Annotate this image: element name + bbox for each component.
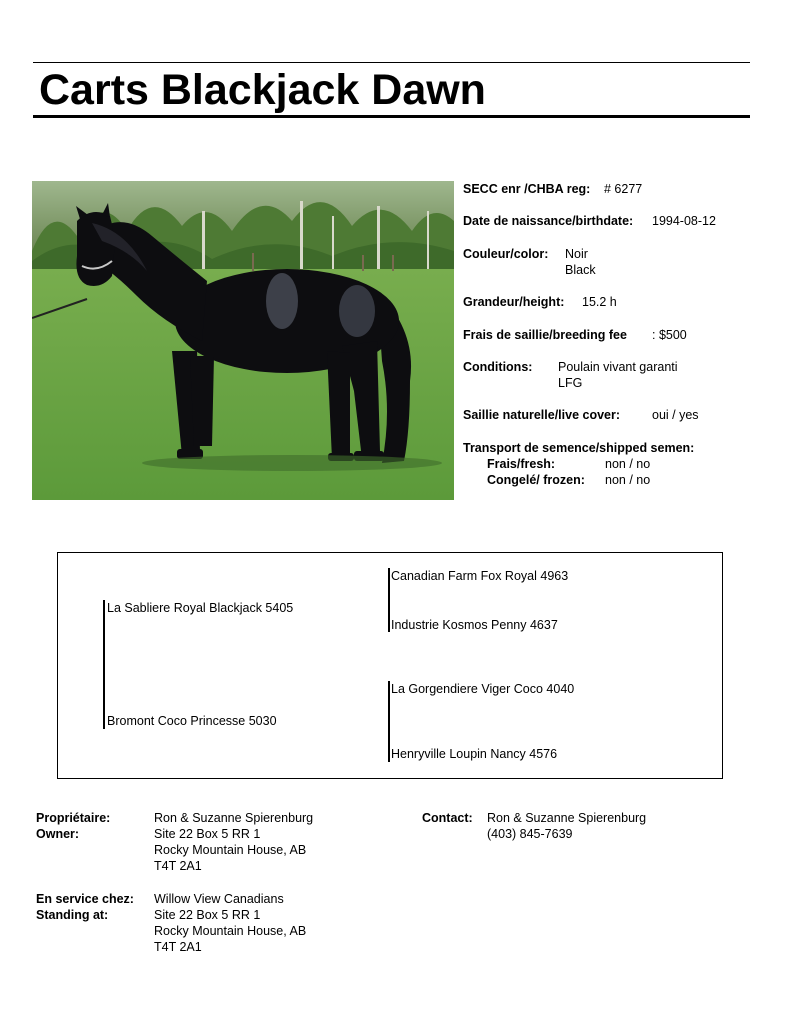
pedigree-line-parents — [103, 600, 105, 729]
fresh-value: non / no — [605, 457, 651, 471]
standing-line-4: T4T 2A1 — [154, 940, 202, 954]
contact-name: Ron & Suzanne Spierenburg — [487, 811, 647, 825]
owner-line-4: T4T 2A1 — [154, 859, 202, 873]
horse-photo — [32, 181, 454, 500]
frozen-value: non / no — [605, 473, 651, 487]
fee-value: : $500 — [652, 328, 687, 342]
birthdate-value: 1994-08-12 — [652, 214, 716, 228]
reg-label: SECC enr /CHBA reg: — [463, 182, 591, 196]
standing-line-3: Rocky Mountain House, AB — [154, 924, 307, 938]
fresh-label: Frais/fresh: — [487, 457, 556, 471]
pedigree-sire-sire: Canadian Farm Fox Royal 4963 — [391, 569, 569, 583]
pedigree-sire-dam: Industrie Kosmos Penny 4637 — [391, 618, 558, 632]
contact-label: Contact: — [422, 811, 473, 825]
header-bottom-rule — [33, 115, 750, 118]
standing-label-fr: En service chez: — [36, 892, 134, 906]
fee-label: Frais de saillie/breeding fee — [463, 328, 627, 342]
pedigree-dam-dam: Henryville Loupin Nancy 4576 — [391, 747, 558, 761]
reg-value: # 6277 — [604, 182, 643, 196]
color-value-en: Black — [565, 263, 596, 277]
owner-line-2: Site 22 Box 5 RR 1 — [154, 827, 261, 841]
conditions-value-1: Poulain vivant garanti — [558, 360, 678, 374]
pedigree-box — [57, 552, 723, 779]
pedigree-line-sire-parents — [388, 568, 390, 632]
birthdate-label: Date de naissance/birthdate: — [463, 214, 634, 228]
frozen-label: Congelé/ frozen: — [487, 473, 585, 487]
conditions-label: Conditions: — [463, 360, 533, 374]
page-title: Carts Blackjack Dawn — [39, 66, 486, 114]
shipped-semen-label: Transport de semence/shipped semen: — [463, 441, 695, 455]
owner-line-1: Ron & Suzanne Spierenburg — [154, 811, 314, 825]
pedigree-dam-sire: La Gorgendiere Viger Coco 4040 — [391, 682, 575, 696]
height-value: 15.2 h — [582, 295, 617, 309]
owner-line-3: Rocky Mountain House, AB — [154, 843, 307, 857]
color-value-fr: Noir — [565, 247, 588, 261]
standing-line-1: Willow View Canadians — [154, 892, 284, 906]
owner-label-en: Owner: — [36, 827, 80, 841]
live-cover-value: oui / yes — [652, 408, 699, 422]
owner-label-fr: Propriétaire: — [36, 811, 111, 825]
standing-label-en: Standing at: — [36, 908, 109, 922]
contact-phone: (403) 845-7639 — [487, 827, 573, 841]
pedigree-dam: Bromont Coco Princesse 5030 — [107, 714, 277, 728]
standing-line-2: Site 22 Box 5 RR 1 — [154, 908, 261, 922]
color-label: Couleur/color: — [463, 247, 549, 261]
pedigree-sire: La Sabliere Royal Blackjack 5405 — [107, 601, 294, 615]
live-cover-label: Saillie naturelle/live cover: — [463, 408, 621, 422]
pedigree-line-dam-parents — [388, 681, 390, 762]
height-label: Grandeur/height: — [463, 295, 565, 309]
conditions-value-2: LFG — [558, 376, 583, 390]
